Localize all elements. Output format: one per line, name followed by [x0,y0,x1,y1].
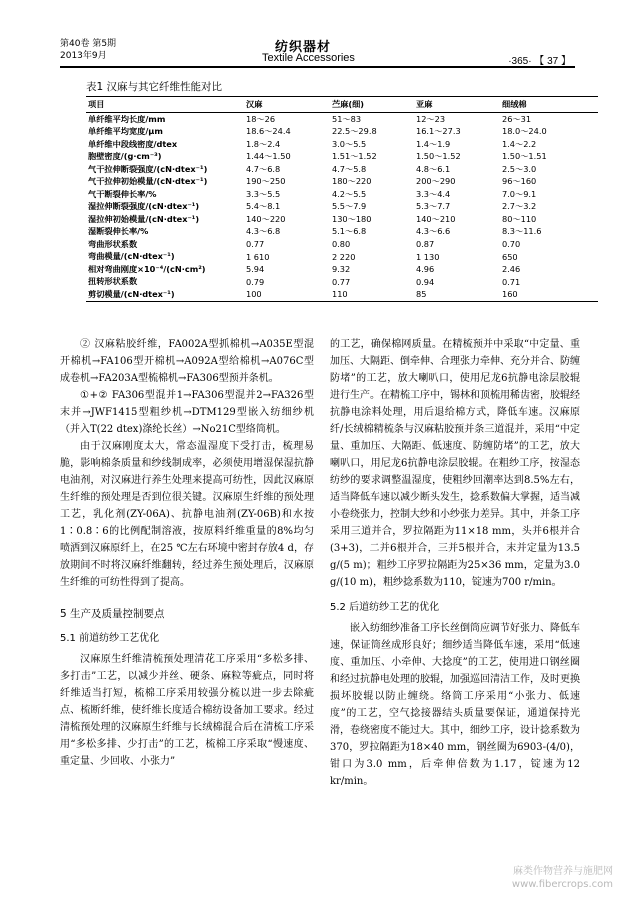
row-label: 剪切模量/(cN·dtex⁻¹) [86,288,244,301]
row-label: 单纤维平均长度/mm [88,113,166,124]
table-row [86,113,598,126]
watermark-site-name: 麻类作物营养与施肥网 [513,866,613,877]
table-cell: 200～290 [416,176,456,187]
table-cell: 5.5～7.9 [332,201,367,212]
journal-logo: 纺织器材 [275,40,332,55]
table-cell: 2.46 [502,264,521,275]
page-number: ·365· 【 37 】 [508,56,571,67]
table-cell: 18～26 [246,113,276,124]
table-cell: 160 [500,288,598,301]
row-label: 相对弯曲刚度×10⁻⁴/(cN·cm²) [88,263,206,274]
table-cell: 3.3～4.4 [416,188,451,199]
table-cell: 4.96 [416,264,435,275]
table-cell: 8.3～11.6 [502,226,542,237]
table-cell: 18.0～24.0 [502,126,547,137]
header-cotton: 细绒棉 [500,97,598,113]
table-cell: 2.7～3.2 [502,201,537,212]
table-cell: 7.0～9.1 [502,188,537,199]
process-flow-mix: ①+② FA306型混并1→FA306型混并2→FA326型末并→JWF1415型粗纱机→DTM129型嵌入纺细纱机（并入T(22 dtex)涤纶长丝）→No21C型络筒机。 [60,390,314,435]
header-item: 项目 [86,97,244,113]
table-row [86,251,598,264]
date-line: 2013年9月 [60,51,107,61]
table-cell: 4.7～6.8 [246,163,281,174]
watermark [512,865,613,891]
table-cell: 85 [414,288,500,301]
table-cell: 0.70 [502,239,521,250]
table-cell: 0.79 [246,276,265,287]
table-row [86,226,598,239]
front-process-paragraph: 汉麻原生纤维清梳预处理清花工序采用“多松多排、多打击”工艺，以减少并丝、硬条、麻粒等疵点，同时将纤维适当打短，梳棉工序采用较强分梳以进一步去除疵点、梳断纤维，使纤维长度适合棉纺设备加工要求。经过清梳预处理的汉麻原生纤维与长绒棉混合后在清梳工序采用“多松多排、少打击”的工艺，梳棉工序采取“慢速度、重定量、少回收、小张力” [60,654,314,767]
table-cell: 9.32 [332,264,351,275]
table-cell: 18.6～24.4 [246,126,291,137]
row-label: 单纤维平均宽度/μm [88,126,163,137]
table-cell: 1 610 [246,251,270,262]
table-cell: 110 [330,288,414,301]
table-cell: 2 220 [332,251,356,262]
table-cell: 100 [244,288,330,301]
back-process-paragraph: 嵌入纺细纱准备工序长丝倒筒应调节好张力、降低车速，保证筒丝成形良好；细纱适当降低车速，采用“低速度、重加压、小牵伸、大捻度”的工艺，使用进口钢丝圈和经过抗静电处理的胶辊，加强巡回清洁工作，及时更换损坏胶辊以防止缠绕。络筒工序采用“小张力、低速度”的工艺，空气捻接器结头质量要保证，通道保持光滑，卷绕密度不能过大。其中，细纱工序，设计捻系数为370，罗拉隔距为18×40 mm，钢丝圈为6903-(4/0)，钳口为3.0 mm，后牵伸倍数为1.17，锭速为12 kr/min。 [330,623,580,787]
volume-line: 第40卷 第5期 [60,39,117,49]
row-label: 胞壁密度/(g·cm⁻³) [88,151,162,162]
table-cell: 26～31 [502,113,532,124]
header-rule [60,66,575,68]
section-5-heading: 5 生产及质量控制要点 [60,608,165,620]
table-row [86,263,598,276]
table-row [86,151,598,164]
table-cell: 1.4～2.2 [502,138,537,149]
front-process-continued: 的工艺，确保棉网质量。在精梳预并中采取“中定量、重加压、大隔距、倒牵伸、合理张力牵伸、充分并合、防缠防堵”的工艺，放大喇叭口，使用尼龙6抗静电涂层胶辊进行生产。在精梳工序中，锡林和顶梳用稀齿密，胶辊经抗静电涂料处理，用后退给棉方式，降低车速。汉麻原纤/长绒棉精梳条与汉麻粘胶预并条三道混并，采用“中定量、重加压、大隔距、低速度、防缠防堵”的工艺，放大喇叭口，用尼龙6抗静电涂层胶辊。在粗纱工序，按湿态纺纱的要求调整温湿度，使粗纱回潮率达到8.5%左右，适当降低车速以减少断头发生，捻系数偏大掌握，适当减小卷绕张力，控制大纱和小纱张力差异。其中，并条工序采用三道并合，罗拉隔距为11×18 mm，头并6根并合(3+3)，二并6根并合，三并5根并合，末并定量为13.5 g/(5 m)；粗纱工序罗拉隔距为25×36 mm，定量为3.0 g/(10 m)，粗纱捻系数为110，锭速为700 r/min。 [330,339,580,588]
table-row [86,213,598,226]
table-cell: 650 [502,251,518,262]
table-cell: 1.50～1.51 [502,151,547,162]
table-cell: 0.87 [416,239,435,250]
table-cell: 51～83 [332,113,362,124]
watermark-url: www.fibercrops.com [511,879,613,890]
table-row [86,163,598,176]
header-hemp: 汉麻 [244,97,330,113]
table-cell: 96～160 [502,176,537,187]
table-cell: 4.3～6.6 [416,226,451,237]
row-label: 单纤维中段线密度/dtex [88,138,178,149]
table-cell: 130～180 [332,213,372,224]
section-5-1-heading: 5.1 前道纺纱工艺优化 [60,633,160,644]
row-label: 扭转形状系数 [88,276,138,287]
fiber-comparison-table [86,96,598,302]
row-label: 弯曲模量/(cN·dtex⁻¹) [88,251,175,262]
table-cell: 22.5～29.8 [332,126,377,137]
table-cell: 1.51～1.52 [332,151,377,162]
table-cell: 12～23 [416,113,446,124]
table-cell: 80～110 [502,213,537,224]
row-label: 湿拉伸断裂强度/(cN·dtex⁻¹) [88,201,200,212]
table-cell: 1.4～1.9 [416,138,451,149]
row-label: 湿拉伸初始模量/(cN·dtex⁻¹) [88,213,200,224]
table-cell: 0.71 [502,276,521,287]
table-cell: 1.50～1.52 [416,151,461,162]
table-cell: 0.77 [332,276,351,287]
table-row [86,188,598,201]
row-label: 气干断裂伸长率/% [88,188,157,199]
table-cell: 5.3～7.7 [416,201,451,212]
table-cell: 180～220 [332,176,372,187]
section-5-2-heading: 5.2 后道纺纱工艺的优化 [330,602,440,613]
right-column [330,336,580,790]
table-cell: 16.1～27.3 [416,126,461,137]
issue-info [60,38,116,62]
row-label: 气干拉伸断裂强度/(cN·dtex⁻¹) [88,163,208,174]
table-row [86,276,598,289]
journal-english-name: Textile Accessories [262,52,355,64]
left-column [60,336,314,770]
pretreatment-paragraph: 由于汉麻刚度太大，常态温湿度下受打击，梳理易脆，影响棉条质量和纱线制成率，必须使用增湿保湿抗静电油剂，对汉麻进行养生处理来提高可纺性，因此汉麻原生纤维的预处理是否到位很关键。汉麻原生纤维的预处理工艺，乳化剂(ZY-06A)、抗静电油剂(ZY-06B)和水按1∶0.8∶6的比例配制溶液，按原料纤维重量的8%均匀喷洒到汉麻原纤上，在25 ℃左右环境中密封存放4 d，存放期间不时将汉麻纤维翻转，经过养生预处理后，汉麻原生纤维的可纺性得到了提高。 [60,441,314,588]
row-label: 气干拉伸初始模量/(cN·dtex⁻¹) [88,176,208,187]
table-cell: 1 130 [416,251,440,262]
table-cell: 2.5～3.0 [502,163,537,174]
table-caption: 表1 汉麻与其它纤维性能对比 [86,81,223,93]
table-cell: 4.8～6.1 [416,163,451,174]
row-label: 湿断裂伸长率/% [88,226,149,237]
process-flow-2: ② 汉麻粘胶纤维，FA002A型抓棉机→A035E型混开棉机→FA106型开棉机→A092A型给棉机→A076C型成卷机→FA203A型梳棉机→FA306型预并条机。 [60,339,314,384]
table-cell: 5.94 [246,264,265,275]
header-ramie: 苎麻(细) [330,97,414,113]
table-cell: 1.8～2.4 [246,138,281,149]
table-row [86,201,598,214]
table-row [86,238,598,251]
table-row [86,288,598,301]
table-row [86,176,598,189]
table-row [86,138,598,151]
table-cell: 4.7～5.8 [332,163,367,174]
table-cell: 1.44～1.50 [246,151,291,162]
table-row [86,126,598,139]
table-cell: 4.3～6.8 [246,226,281,237]
table-cell: 5.4～8.1 [246,201,281,212]
table-cell: 3.0～5.5 [332,138,367,149]
table-cell: 140～210 [416,213,456,224]
table-cell: 0.80 [332,239,351,250]
table-cell: 3.3～5.5 [246,188,281,199]
row-label: 弯曲形状系数 [88,238,138,249]
header-flax: 亚麻 [414,97,500,113]
table-cell: 0.94 [416,276,435,287]
table-cell: 5.1～6.8 [332,226,367,237]
table-cell: 190～250 [246,176,286,187]
table-header-row [86,97,598,113]
table-cell: 140～220 [246,213,286,224]
table-cell: 4.2～5.5 [332,188,367,199]
table-cell: 0.77 [246,239,265,250]
